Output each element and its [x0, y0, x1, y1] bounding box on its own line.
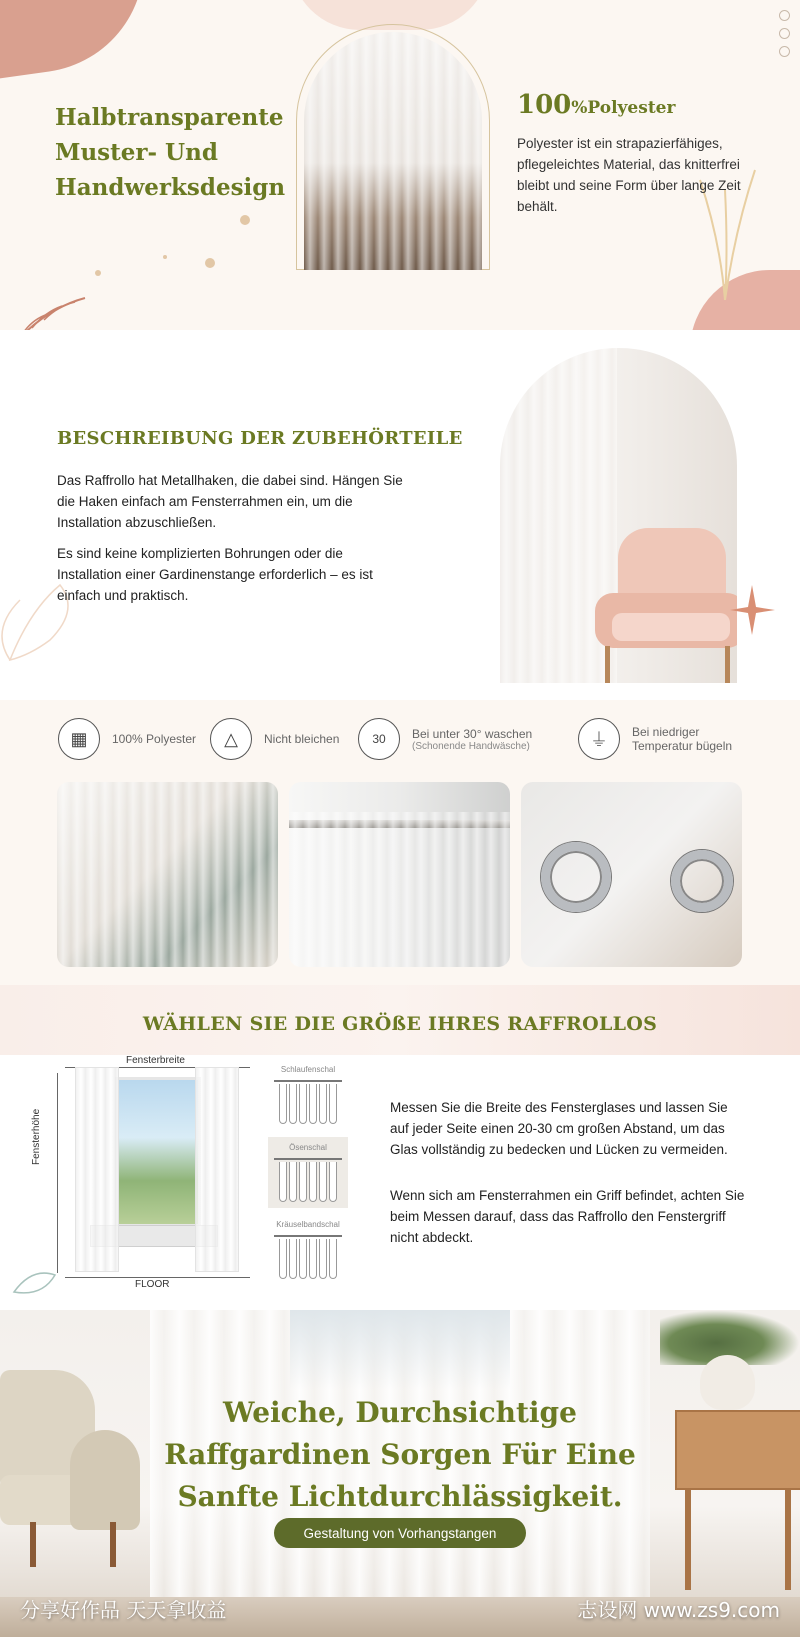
armchair	[110, 1522, 116, 1567]
detail-photo	[57, 782, 278, 967]
size-section	[0, 985, 800, 1310]
curtain-style-diagram	[268, 1065, 348, 1124]
decor-dots	[779, 10, 790, 64]
chair-photo	[500, 348, 737, 683]
material-title	[517, 90, 675, 120]
floor-label: FLOOR	[135, 1279, 170, 1290]
care-sublabel: (Schonende Handwäsche)	[412, 740, 530, 752]
curtain-style-diagram	[268, 1220, 348, 1279]
care-section	[0, 700, 800, 985]
measure-paragraph: Messen Sie die Breite des Fensterglases und lassen Sie auf jeder Seite einen 20-30 cm großen Abstand, um das Glas vollständig zu bedecken und Lücken zu vermeiden.	[390, 1100, 728, 1157]
care-label: 100% Polyester	[112, 732, 197, 746]
leaf-icon	[12, 1267, 57, 1297]
height-label: Fensterhöhe	[31, 1108, 42, 1165]
curtain-style-diagram	[268, 1137, 348, 1208]
material-number: 100	[517, 90, 572, 120]
intro-section	[0, 0, 800, 330]
window-size-diagram	[31, 1055, 250, 1290]
watermark-left: 分享好作品 天天拿收益	[20, 1598, 227, 1622]
care-label: Nicht bleichen	[264, 732, 340, 746]
hero-banner	[0, 1310, 800, 1637]
care-item	[58, 718, 196, 760]
care-label: Bei unter 30° waschen	[412, 726, 533, 741]
curtain-photo	[304, 32, 482, 270]
description-paragraph: Das Raffrollo hat Metallhaken, die dabei sind. Hängen Sie die Haken einfach am Fensterrahmen ein, um die Installation abzuschließen.	[57, 473, 403, 530]
section-heading: BESCHREIBUNG DER ZUBEHÖRTEILE	[57, 428, 463, 449]
iron-low-icon: ⏚	[578, 718, 620, 760]
decor-blob	[0, 0, 158, 83]
watermark-right: 志设网 www.zs9.com	[577, 1598, 780, 1622]
detail-photo	[521, 782, 742, 967]
sparkle-icon	[730, 585, 775, 635]
wash-temp-badge: 30	[372, 732, 386, 746]
no-bleach-icon: △	[210, 718, 252, 760]
curtain-style-label: Ösenschal	[289, 1143, 327, 1152]
fabric-weave-icon: ▦	[58, 718, 100, 760]
accessories-section	[0, 330, 800, 700]
page-title: Halbtransparente Muster- Und Handwerksdesign	[55, 104, 286, 201]
care-label: Bei niedriger Temperatur bügeln	[632, 725, 733, 753]
hero-headline-text: Weiche, Durchsichtige Raffgardinen Sorgen Für Eine Sanfte Lichtdurchlässigkeit.	[164, 1396, 636, 1513]
curtain-rod-design-button[interactable]: Gestaltung von Vorhangstangen	[274, 1518, 526, 1548]
description-paragraph: Es sind keine komplizierten Bohrungen oder die Installation einer Gardinenstange erforderlich – es ist einfach und praktisch.	[57, 546, 373, 603]
care-item	[210, 718, 339, 760]
width-label: Fensterbreite	[123, 1055, 188, 1066]
curtain-style-label: Schlaufenschal	[280, 1065, 336, 1074]
measure-paragraph: Wenn sich am Fensterrahmen ein Griff befindet, achten Sie beim Messen darauf, dass das Raffrollo den Fenstergriff nicht abdeckt.	[390, 1188, 745, 1245]
curtain-style-label: Kräuselbandschal	[276, 1220, 340, 1229]
detail-photo	[289, 782, 510, 967]
window-light	[290, 1310, 510, 1390]
hero-headline	[0, 1392, 800, 1518]
armchair	[30, 1522, 36, 1567]
care-item	[578, 718, 750, 760]
care-item	[358, 718, 552, 760]
wash-30-icon	[358, 718, 400, 760]
decor-dots	[90, 205, 270, 285]
leaf-icon	[0, 290, 90, 330]
material-description: Polyester ist ein strapazierfähiges, pflegeleichtes Material, das knitterfrei bleibt und seine Form über lange Zeit behält.	[517, 136, 741, 214]
material-suffix: %Polyester	[571, 98, 676, 118]
section-heading: WÄHLEN SIE DIE GRÖßE IHRES RAFFROLLOS	[142, 1013, 658, 1035]
